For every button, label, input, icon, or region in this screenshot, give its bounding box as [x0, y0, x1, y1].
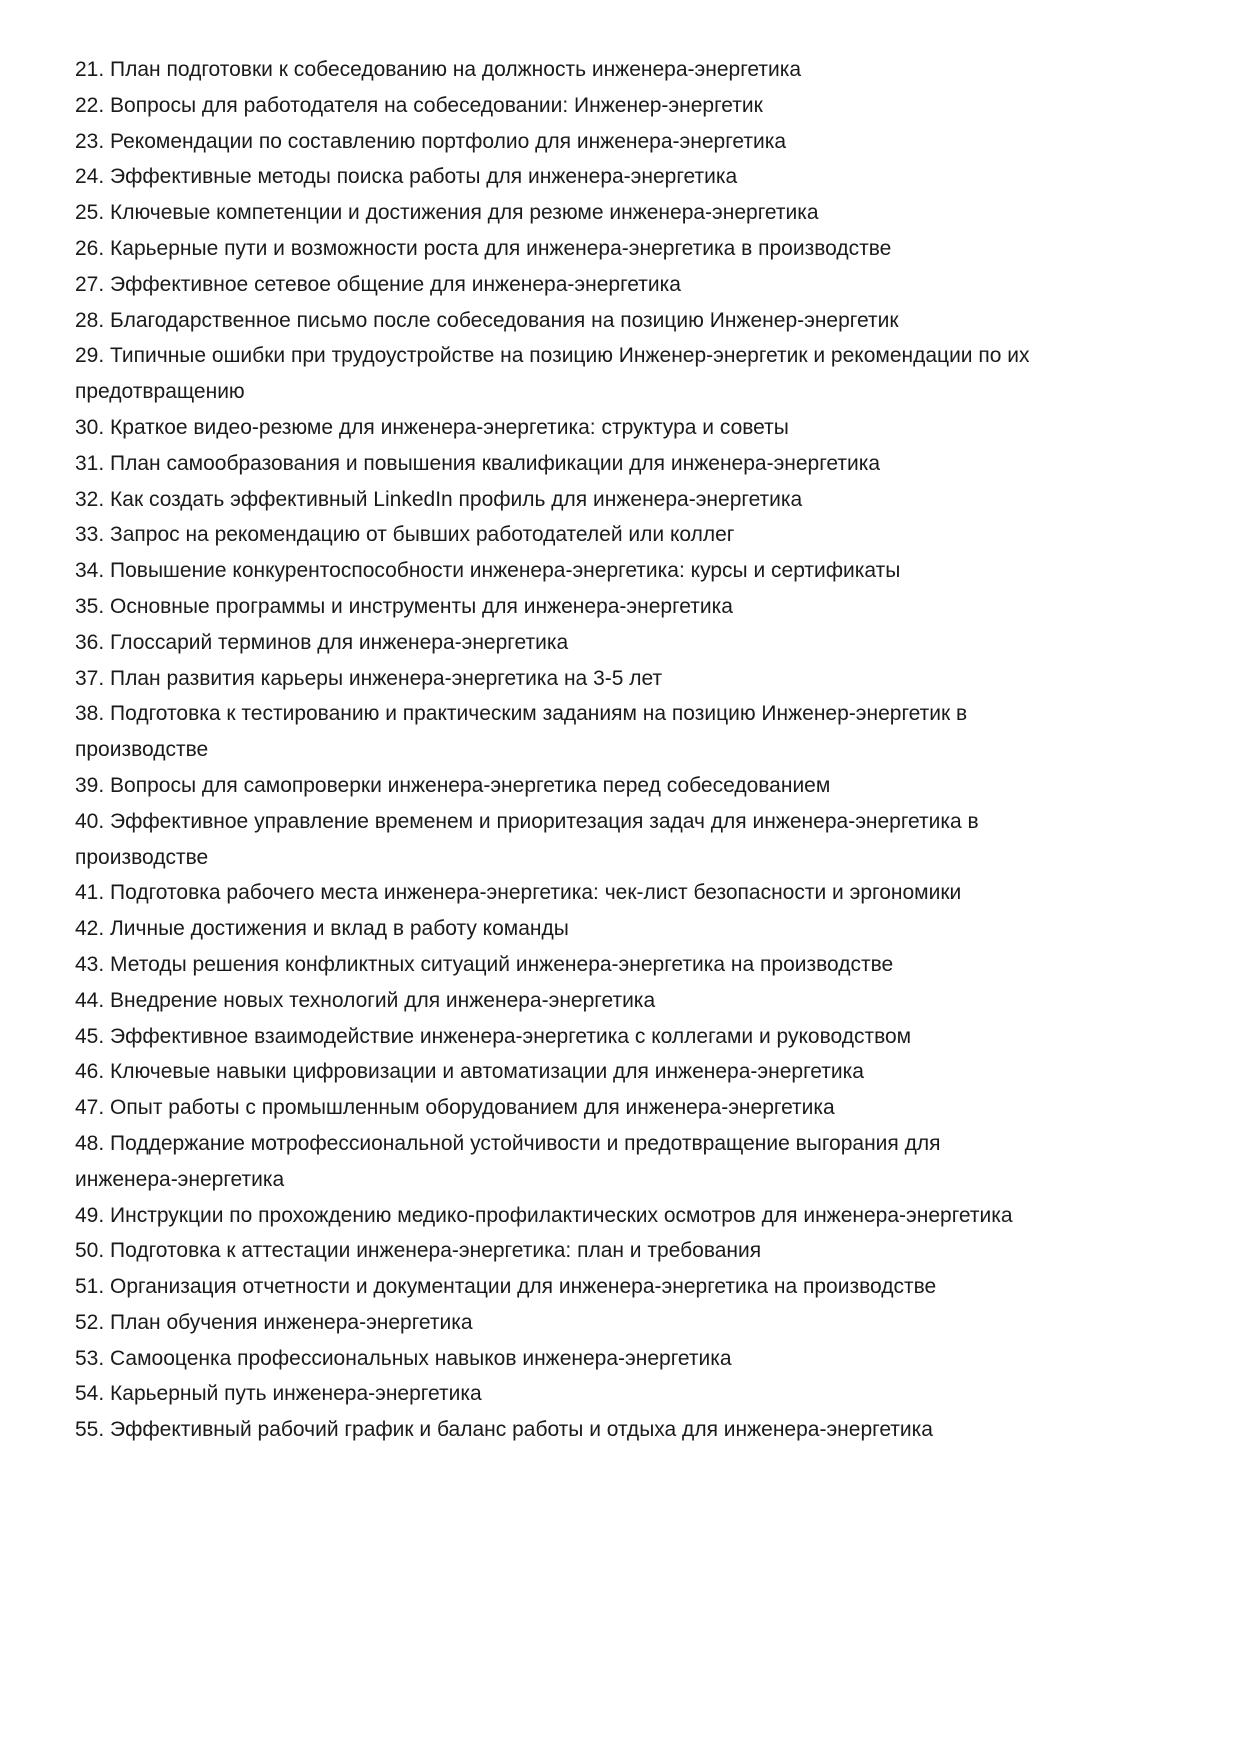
list-item: 30. Краткое видео-резюме для инженера-энергетика: структура и советы	[75, 415, 789, 439]
list-item: 47. Опыт работы с промышленным оборудованием для инженера-энергетика	[75, 1096, 835, 1120]
list-item: 33. Запрос на рекомендацию от бывших работодателей или коллег	[75, 523, 735, 547]
list-item: 45. Эффективное взаимодействие инженера-энергетика с коллегами и руководством	[75, 1024, 912, 1048]
list-item: 32. Как создать эффективный LinkedIn профиль для инженера-энергетика	[75, 487, 803, 511]
list-item: 52. План обучения инженера-энергетика	[75, 1310, 473, 1334]
list-item: 27. Эффективное сетевое общение для инженера-энергетика	[75, 272, 681, 296]
list-item: 22. Вопросы для работодателя на собеседовании: Инженер-энергетик	[75, 93, 763, 117]
list-item: 23. Рекомендации по составлению портфолио для инженера-энергетика	[75, 129, 787, 153]
list-item: 54. Карьерный путь инженера-энергетика	[75, 1382, 482, 1406]
list-item: 43. Методы решения конфликтных ситуаций инженера-энергетика на производстве	[75, 952, 894, 976]
list-item: 40. Эффективное управление временем и приоритезация задач для инженера-энергетика в производстве	[75, 809, 979, 869]
list-item: 21. План подготовки к собеседованию на должность инженера-энергетика	[75, 58, 802, 81]
list-item: 35. Основные программы и инструменты для инженера-энергетика	[75, 594, 733, 618]
list-item: 25. Ключевые компетенции и достижения для резюме инженера-энергетика	[75, 201, 819, 225]
list-item: 41. Подготовка рабочего места инженера-энергетика: чек-лист безопасности и эргономики	[75, 881, 962, 905]
list-item: 24. Эффективные методы поиска работы для инженера-энергетика	[75, 165, 738, 189]
list-item: 26. Карьерные пути и возможности роста для инженера-энергетика в производстве	[75, 236, 892, 260]
list-item: 38. Подготовка к тестированию и практическим заданиям на позицию Инженер-энергетик в производстве	[75, 702, 968, 762]
list-item: 31. План самообразования и повышения квалификации для инженера-энергетика	[75, 451, 881, 475]
list-item: 34. Повышение конкурентоспособности инженера-энергетика: курсы и сертификаты	[75, 559, 901, 583]
document-list	[75, 52, 1040, 1448]
list-item: 51. Организация отчетности и документации для инженера-энергетика на производстве	[75, 1275, 937, 1299]
list-item: 44. Внедрение новых технологий для инженера-энергетика	[75, 988, 656, 1012]
list-item: 36. Глоссарий терминов для инженера-энергетика	[75, 630, 569, 654]
list-item: 29. Типичные ошибки при трудоустройстве на позицию Инженер-энергетик и рекомендации по их предотвращению	[75, 344, 1030, 404]
list-item: 39. Вопросы для самопроверки инженера-энергетика перед собеседованием	[75, 773, 831, 797]
list-item: 42. Личные достижения и вклад в работу команды	[75, 917, 569, 941]
list-item: 48. Поддержание мотрофессиональной устойчивости и предотвращение выгорания для инженера-энергетика	[75, 1131, 941, 1191]
list-item: 55. Эффективный рабочий график и баланс работы и отдыха для инженера-энергетика	[75, 1418, 933, 1442]
list-item: 37. План развития карьеры инженера-энергетика на 3-5 лет	[75, 666, 663, 690]
list-item: 50. Подготовка к аттестации инженера-энергетика: план и требования	[75, 1239, 762, 1263]
list-item: 49. Инструкции по прохождению медико-профилактических осмотров для инженера-энергетика	[75, 1203, 1013, 1227]
list-item: 53. Самооценка профессиональных навыков инженера-энергетика	[75, 1346, 732, 1370]
list-item: 46. Ключевые навыки цифровизации и автоматизации для инженера-энергетика	[75, 1060, 864, 1084]
list-item: 28. Благодарственное письмо после собеседования на позицию Инженер-энергетик	[75, 308, 899, 332]
